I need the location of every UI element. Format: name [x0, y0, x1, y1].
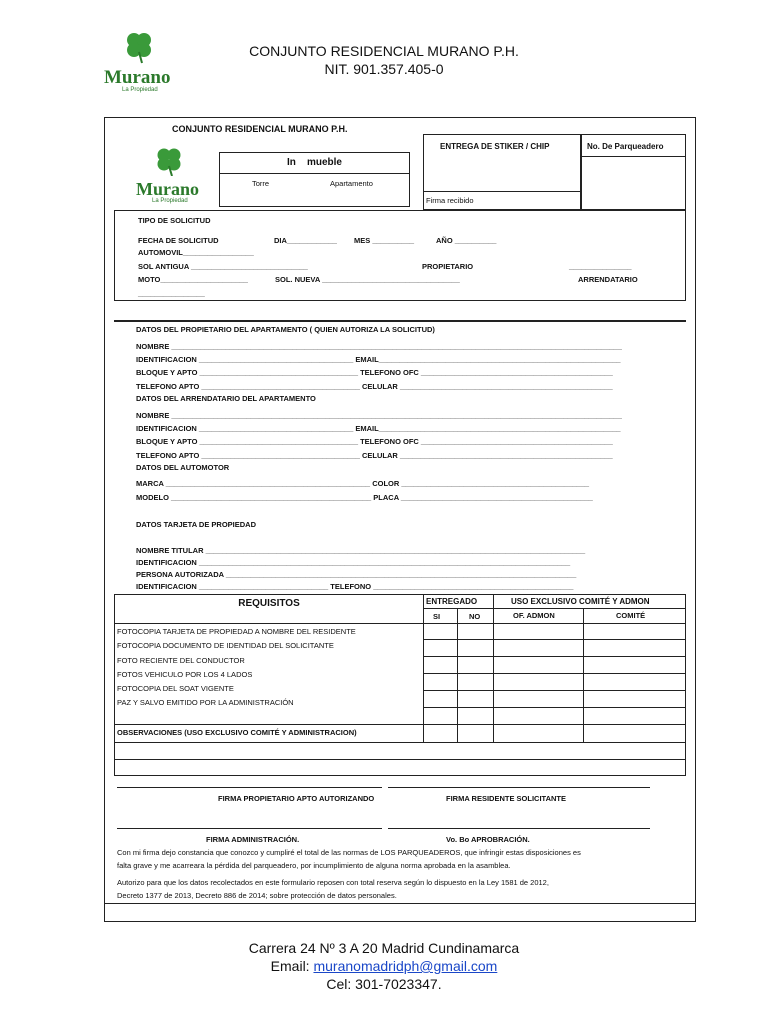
ident-autorizada-field[interactable]: IDENTIFICACION _______________________________ TELEFONO ________________________________________________	[136, 582, 574, 591]
legal-text: Con mi firma dejo constancia que conozco y cumpliré el total de las normas de LOS PARQUEADEROS, que infringir estas disposiciones es	[117, 848, 581, 857]
bloque-arr-field[interactable]: BLOQUE Y APTO ______________________________________ TELEFONO OFC ______________________________________________	[136, 437, 613, 446]
bloque-prop-field[interactable]: BLOQUE Y APTO ______________________________________ TELEFONO OFC ______________________________________________	[136, 368, 613, 377]
parqueadero-label: No. De Parqueadero	[587, 142, 664, 151]
marca-field[interactable]: MARCA _________________________________________________ COLOR _____________________________________________	[136, 479, 590, 488]
sol-antigua-field[interactable]: SOL ANTIGUA ____________________________	[138, 262, 308, 271]
req-item: PAZ Y SALVO EMITIDO POR LA ADMINISTRACIÓN	[117, 698, 294, 707]
datos-arr-heading: DATOS DEL ARRENDATARIO DEL APARTAMENTO	[136, 394, 316, 403]
firma-residente-label: FIRMA RESIDENTE SOLICITANTE	[446, 794, 566, 803]
dia-field[interactable]: DIA____________	[274, 236, 337, 245]
footer-email-label: Email:	[270, 958, 310, 974]
vobo-label: Vo. Bo APROBRACIÓN.	[446, 835, 530, 844]
apartamento-label: Apartamento	[330, 179, 373, 188]
firma-propietario-label: FIRMA PROPIETARIO APTO AUTORIZANDO	[218, 794, 375, 803]
arrendatario-label: ARRENDATARIO	[578, 275, 638, 284]
observaciones-label: OBSERVACIONES (USO EXCLUSIVO COMITÉ Y ADMINISTRACION)	[117, 728, 357, 737]
ident-titular-field[interactable]: IDENTIFICACION _________________________________________________________________________________________	[136, 558, 571, 567]
automovil-field[interactable]: AUTOMOVIL_________________	[138, 248, 254, 257]
clover-icon	[136, 146, 206, 176]
firma-admin-label: FIRMA ADMINISTRACIÓN.	[206, 835, 300, 844]
propietario-label: PROPIETARIO	[422, 262, 474, 271]
form-logo	[136, 146, 206, 206]
req-item: FOTOS VEHICULO POR LOS 4 LADOS	[117, 670, 253, 679]
titular-field[interactable]: NOMBRE TITULAR ___________________________________________________________________________________________	[136, 546, 586, 555]
modelo-field[interactable]: MODELO ________________________________________________ PLACA ______________________________________________	[136, 493, 593, 502]
req-item: FOTOCOPIA DOCUMENTO DE IDENTIDAD DEL SOLICITANTE	[117, 641, 334, 650]
torre-label: Torre	[252, 179, 270, 188]
req-item: FOTO RECIENTE DEL CONDUCTOR	[117, 656, 245, 665]
logo-name: Murano	[104, 67, 171, 88]
sol-nueva-field[interactable]: SOL. NUEVA _________________________________	[275, 275, 460, 284]
requisitos-heading: REQUISITOS	[238, 598, 300, 609]
uso-exclusivo-heading: USO EXCLUSIVO COMITÉ Y ADMON	[511, 597, 650, 606]
form-title: CONJUNTO RESIDENCIAL MURANO P.H.	[172, 124, 348, 134]
tipo-label: TIPO DE SOLICITUD	[138, 216, 211, 225]
footer-email-link[interactable]: muranomadridph@gmail.com	[313, 958, 498, 974]
footer-email-line	[0, 958, 768, 974]
logo-name: Murano	[136, 179, 199, 199]
logo-sub: La Propiedad	[122, 87, 158, 93]
tel-prop-field[interactable]: TELEFONO APTO ______________________________________ CELULAR ___________________________________________________	[136, 382, 613, 391]
footer-address: Carrera 24 Nº 3 A 20 Madrid Cundinamarca	[248, 940, 520, 956]
tel-arr-field[interactable]: TELEFONO APTO ______________________________________ CELULAR ___________________________________________________	[136, 451, 613, 460]
fecha-label: FECHA DE SOLICITUD	[138, 236, 219, 245]
anio-field[interactable]: AÑO __________	[436, 236, 497, 245]
company-name: CONJUNTO RESIDENCIAL MURANO P.H.	[249, 43, 519, 59]
persona-autorizada-field[interactable]: PERSONA AUTORIZADA ____________________________________________________________________________________	[136, 570, 577, 579]
legal-text: Decreto 1377 de 2013, Decreto 886 de 2014; sobre protección de datos personales.	[117, 891, 397, 900]
arrendatario-line[interactable]: ________________	[138, 289, 205, 298]
datos-tarjeta-heading: DATOS TARJETA DE PROPIEDAD	[136, 520, 257, 529]
si-heading: SI	[433, 612, 441, 621]
of-admon-heading: OF. ADMON	[513, 611, 555, 620]
legal-text: Autorizo para que los datos recolectados en este formulario reposen con total reserva según lo dispuesto en la Ley 1581 de 2012,	[117, 878, 549, 887]
entregado-heading: ENTREGADO	[426, 597, 478, 606]
comite-heading: COMITÉ	[616, 611, 646, 620]
nombre-arr-field[interactable]: NOMBRE ____________________________________________________________________________________________________________	[136, 411, 622, 420]
req-item: FOTOCOPIA TARJETA DE PROPIEDAD A NOMBRE DEL RESIDENTE	[117, 627, 356, 636]
legal-text: falta grave y me acarreara la pérdida del parqueadero, por incumplimiento de alguna norma aprobada en la asamblea.	[117, 861, 511, 870]
company-nit: NIT. 901.357.405-0	[324, 61, 444, 77]
ident-prop-field[interactable]: IDENTIFICACION _____________________________________ EMAIL__________________________________________________________	[136, 355, 621, 364]
moto-field[interactable]: MOTO_____________________	[138, 275, 248, 284]
req-item: FOTOCOPIA DEL SOAT VIGENTE	[117, 684, 234, 693]
datos-prop-heading: DATOS DEL PROPIETARIO DEL APARTAMENTO ( QUIEN AUTORIZA LA SOLICITUD)	[136, 325, 435, 334]
propietario-line[interactable]: _______________	[569, 262, 632, 271]
logo-sub: La Propiedad	[152, 198, 188, 204]
ident-arr-field[interactable]: IDENTIFICACION _____________________________________ EMAIL__________________________________________________________	[136, 424, 621, 433]
datos-auto-heading: DATOS DEL AUTOMOTOR	[136, 463, 230, 472]
entrega-label: ENTREGA DE STIKER / CHIP	[440, 142, 550, 151]
mes-field[interactable]: MES __________	[354, 236, 415, 245]
inmueble-label: In mueble	[286, 157, 342, 168]
no-heading: NO	[469, 612, 481, 621]
footer-cel: Cel: 301-7023347.	[326, 976, 442, 992]
nombre-prop-field[interactable]: NOMBRE ____________________________________________________________________________________________________________	[136, 342, 622, 351]
firma-recibido: Firma recibido	[426, 196, 474, 205]
